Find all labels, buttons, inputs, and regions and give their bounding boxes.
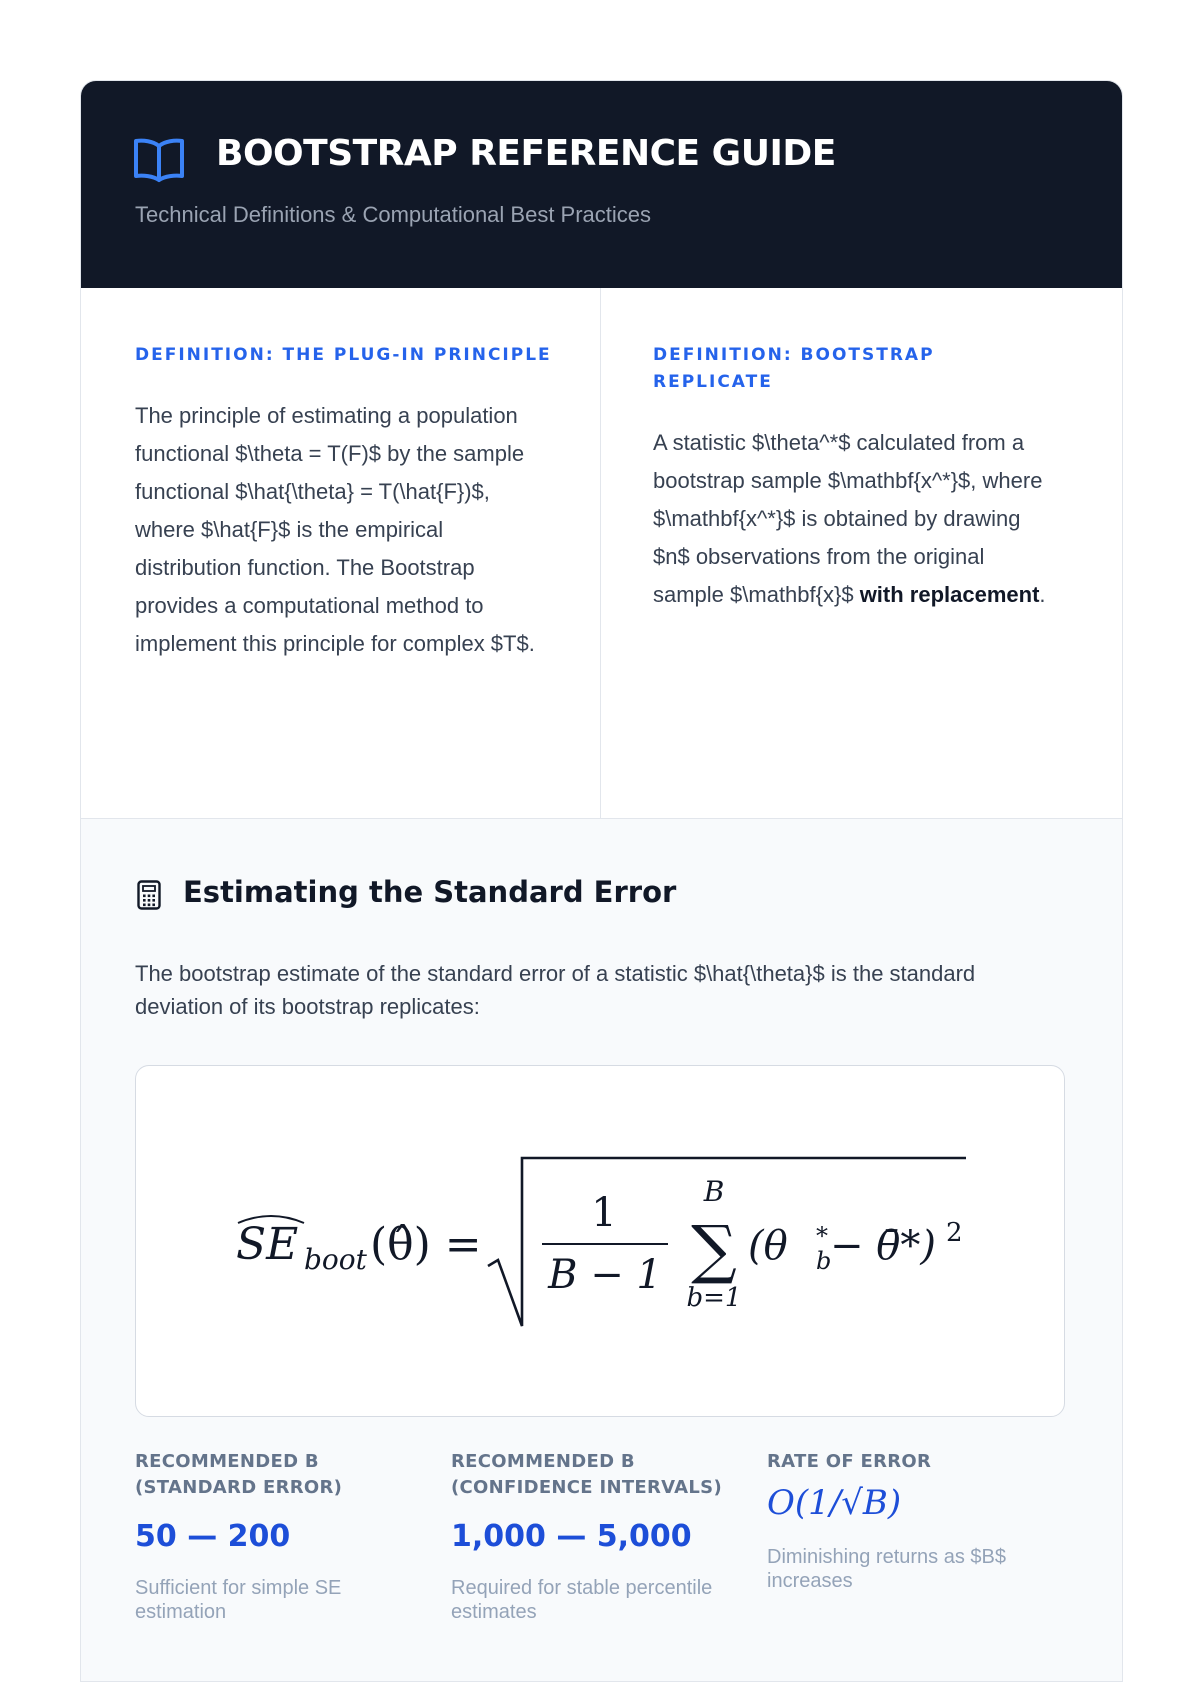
definition-body: The principle of estimating a population functional $\theta = T(F)$ by the sample functional $\hat{\theta} = T(\hat{F})$, where $\hat{F}$ is the empirical distribution function. The Bootstrap provides a computational method to implement this principle for complex $T$. — [135, 403, 535, 656]
stat-value: 50 — 200 — [135, 1519, 291, 1554]
definition-title: DEFINITION: BOOTSTRAP REPLICATE — [653, 345, 935, 392]
guide-header — [81, 81, 1122, 288]
stat-rate-of-error — [767, 1449, 1057, 1593]
definitions-grid — [81, 288, 1122, 819]
section-intro: The bootstrap estimate of the standard error of a statistic $\hat{\theta}$ is the standard deviation of its bootstrap replicates: — [135, 961, 976, 1019]
definition-text-end: . — [1039, 582, 1046, 607]
stat-label: RATE OF ERROR — [767, 1451, 932, 1472]
formula-power: 2 — [946, 1218, 963, 1248]
stat-value: O(1/√B) — [767, 1483, 902, 1523]
formula-summand-rest: − θ̄*) — [830, 1223, 936, 1269]
formula-summand-sub: b — [816, 1247, 832, 1275]
section-heading: Estimating the Standard Error — [183, 875, 677, 909]
standard-error-section — [81, 819, 1122, 1682]
formula-lhs-arg: (θ̂) = — [370, 1219, 482, 1270]
formula-frac-den: B − 1 — [548, 1252, 662, 1298]
stat-note: Sufficient for simple SE estimation — [135, 1577, 342, 1623]
stat-note: Diminishing returns as $B$ increases — [767, 1546, 1006, 1592]
se-formula — [136, 1066, 1064, 1416]
column-divider — [600, 288, 601, 818]
formula-summand-sup: * — [816, 1222, 828, 1250]
formula-summand: (θ — [748, 1223, 788, 1269]
formula-lhs-sub: boot — [304, 1243, 367, 1276]
stat-label: RECOMMENDED B (CONFIDENCE INTERVALS) — [451, 1451, 722, 1498]
definition-title: DEFINITION: THE PLUG-IN PRINCIPLE — [135, 345, 552, 365]
formula-sigma: ∑ — [691, 1213, 737, 1287]
formula-lhs-main: SE — [236, 1219, 299, 1270]
reference-card — [80, 80, 1123, 1682]
page-subtitle: Technical Definitions & Computational Best Practices — [135, 202, 652, 227]
stat-label: RECOMMENDED B (STANDARD ERROR) — [135, 1451, 343, 1498]
stat-note: Required for stable percentile estimates — [451, 1577, 713, 1623]
formula-box — [135, 1065, 1065, 1417]
page-title: BOOTSTRAP REFERENCE GUIDE — [216, 133, 836, 174]
formula-sum-lower: b=1 — [686, 1283, 742, 1313]
formula-frac-num: 1 — [591, 1190, 617, 1236]
stat-b-standard-error — [135, 1449, 425, 1624]
definition-emphasis: with replacement — [859, 582, 1040, 607]
book-open-icon — [133, 136, 185, 184]
calculator-icon — [137, 880, 161, 910]
stat-value: 1,000 — 5,000 — [451, 1519, 692, 1554]
formula-sum-upper: B — [703, 1175, 725, 1208]
stat-b-confidence-intervals — [451, 1449, 741, 1624]
definition-body — [653, 424, 1053, 614]
definition-replicate — [653, 342, 1053, 614]
definition-text: A statistic $\theta^*$ calculated from a bootstrap sample $\mathbf{x^*}$, where $\mathbf{x^*}$ is obtained by drawing $n$ observations from the original sample $\mathbf{x}$ — [653, 430, 1043, 607]
definition-plug-in — [135, 342, 555, 663]
